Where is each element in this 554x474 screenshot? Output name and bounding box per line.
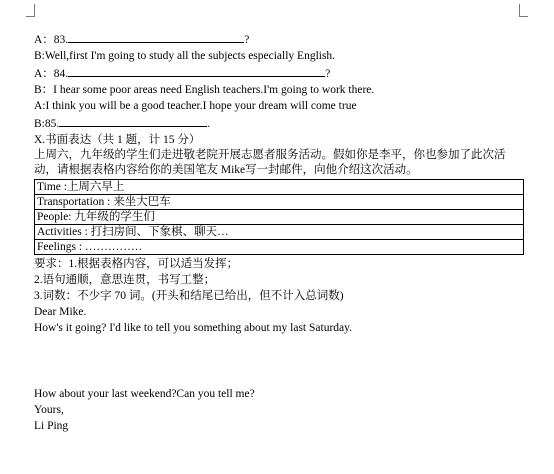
dialogue-line: B:Well,first I'm going to study all the subjects especially English.	[34, 50, 336, 62]
table-cell-feelings: Feelings : ……………	[35, 240, 524, 255]
dialogue-punct: ?	[325, 68, 331, 80]
table-row	[35, 180, 524, 195]
table-cell-transportation: Transportation : 来坐大巴车	[35, 195, 524, 210]
table-row	[35, 225, 524, 240]
dialogue-text: B:85.	[34, 118, 60, 130]
dialogue-line-85	[34, 114, 526, 132]
requirement-line: 2.语句通顺，意思连贯，书写工整；	[34, 274, 216, 286]
table-cell-people: People: 九年级的学生们	[35, 210, 524, 225]
dialogue-line: B：I hear some poor areas need English teachers.I'm going to work there.	[34, 84, 375, 96]
document-body	[34, 30, 526, 434]
letter-greeting: Dear Mike.	[34, 306, 87, 318]
dialogue-line: A:I think you will be a good teacher.I hope your dream will come true	[34, 100, 357, 112]
letter-opening: How's it going? I'd like to tell you something about my last Saturday.	[34, 322, 353, 334]
dialogue-line-84	[34, 64, 526, 82]
requirement-line: 要求：1.根据表格内容，可以适当发挥；	[34, 258, 239, 270]
table-row	[35, 240, 524, 255]
writing-space[interactable]	[34, 336, 526, 386]
table-row	[35, 195, 524, 210]
page-corner-mark-right	[519, 4, 528, 17]
dialogue-line-83	[34, 30, 526, 48]
answer-blank[interactable]	[59, 114, 207, 127]
dialogue-punct: ?	[244, 34, 250, 46]
page-corner-mark-left	[26, 4, 35, 17]
dialogue-text: A：84.	[34, 68, 69, 80]
letter-signature: Li Ping	[34, 420, 69, 432]
answer-blank[interactable]	[68, 64, 325, 77]
writing-prompt: 上周六，九年级的学生们走进敬老院开展志愿者服务活动。假如你是李平，你也参加了此次活动，请根据表格内容给你的美国笔友 Mike写一封邮件，向他介绍这次活动。	[34, 149, 506, 176]
dialogue-text: A：83.	[34, 34, 69, 46]
letter-closing-question: How about your last weekend?Can you tell me?	[34, 388, 255, 400]
requirement-line: 3.词数：不少字 70 词。(开头和结尾已给出，但不计入总词数)	[34, 290, 344, 302]
activity-info-table	[34, 179, 524, 255]
table-cell-activities: Activities : 打扫房间、下象棋、聊天…	[35, 225, 524, 240]
dialogue-punct: .	[207, 118, 211, 130]
table-row	[35, 210, 524, 225]
letter-signoff: Yours,	[34, 404, 64, 416]
section-heading: X.书面表达（共 1 题，计 15 分）	[34, 134, 201, 146]
answer-blank[interactable]	[68, 30, 244, 43]
table-cell-time: Time :上周六早上	[35, 180, 524, 195]
